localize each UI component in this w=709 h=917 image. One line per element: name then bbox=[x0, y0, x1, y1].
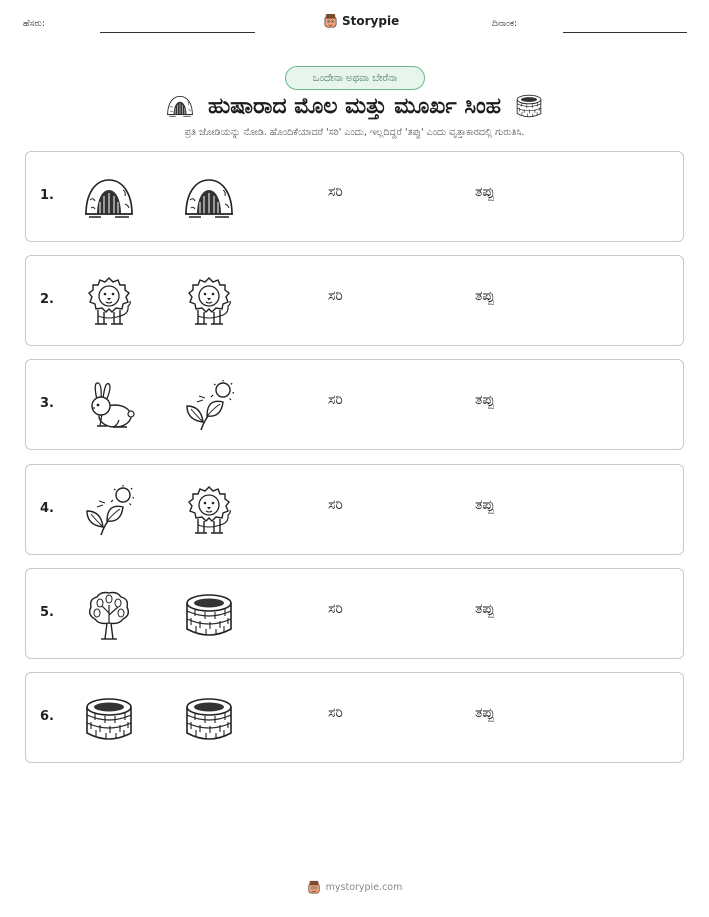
question-card bbox=[25, 255, 684, 346]
well-icon bbox=[83, 693, 135, 745]
option-correct[interactable]: ಸರಿ bbox=[328, 392, 343, 409]
well-icon bbox=[183, 589, 235, 641]
title-row bbox=[0, 90, 709, 122]
worksheet-type-badge: ಒಂದೇನಾ ಅಥವಾ ಬೇರೆನಾ bbox=[285, 66, 425, 90]
date-label: ದಿನಾಂಕ: bbox=[492, 19, 518, 29]
question-number: 6. bbox=[40, 709, 54, 724]
question-card bbox=[25, 672, 684, 763]
lion-icon bbox=[83, 276, 135, 328]
lion-icon bbox=[183, 485, 235, 537]
option-wrong[interactable]: ತಪ್ಪು bbox=[475, 288, 495, 305]
option-correct[interactable]: ಸರಿ bbox=[328, 600, 343, 617]
well-icon bbox=[515, 92, 543, 120]
well-icon bbox=[183, 693, 235, 745]
lion-icon bbox=[183, 276, 235, 328]
brand-logo bbox=[323, 13, 399, 28]
brand-name: Storypie bbox=[342, 13, 400, 28]
tree-icon bbox=[83, 589, 135, 641]
cave-icon bbox=[83, 172, 135, 224]
question-number: 5. bbox=[40, 604, 54, 620]
question-number: 3. bbox=[40, 396, 54, 412]
date-line[interactable] bbox=[563, 32, 687, 33]
mascot-icon bbox=[323, 13, 338, 28]
footer bbox=[0, 880, 709, 894]
question-card bbox=[25, 151, 684, 242]
question-card bbox=[25, 464, 684, 555]
footer-url: mystorypie.com bbox=[325, 881, 403, 893]
name-line[interactable] bbox=[100, 32, 255, 33]
instructions: ಪ್ರತಿ ಜೋಡಿಯನ್ನು ನೋಡಿ. ಹೊಂದಿಕೆಯಾದರೆ 'ಸರಿ' ಎಂದು, ಇಲ್ಲದಿದ್ದರೆ 'ತಪ್ಪು' ಎಂದು ವೃತ್ತಾಕಾರದಲ್ಲಿ ಗುರುತಿಸಿ. bbox=[184, 127, 525, 138]
name-label: ಹೆಸರು: bbox=[23, 19, 46, 29]
option-correct[interactable]: ಸರಿ bbox=[328, 288, 343, 305]
cave-icon bbox=[166, 92, 194, 120]
question-number: 1. bbox=[40, 188, 54, 203]
option-wrong[interactable]: ತಪ್ಪು bbox=[475, 496, 495, 513]
mascot-icon bbox=[307, 880, 321, 894]
question-number: 4. bbox=[40, 500, 54, 516]
page-title: ಹುಷಾರಾದ ಮೊಲ ಮತ್ತು ಮೂರ್ಖ ಸಿಂಹ bbox=[207, 93, 501, 119]
question-card bbox=[25, 568, 684, 659]
option-correct[interactable]: ಸರಿ bbox=[328, 705, 343, 721]
plant-sun-icon bbox=[183, 380, 235, 432]
option-wrong[interactable]: ತಪ್ಪು bbox=[475, 392, 495, 409]
option-wrong[interactable]: ತಪ್ಪು bbox=[475, 705, 495, 721]
option-wrong[interactable]: ತಪ್ಪು bbox=[475, 600, 495, 617]
rabbit-icon bbox=[83, 380, 135, 432]
question-card bbox=[25, 359, 684, 450]
option-correct[interactable]: ಸರಿ bbox=[328, 184, 343, 200]
cave-icon bbox=[183, 172, 235, 224]
question-number: 2. bbox=[40, 292, 54, 308]
option-wrong[interactable]: ತಪ್ಪು bbox=[475, 184, 495, 200]
plant-sun-icon bbox=[83, 485, 135, 537]
option-correct[interactable]: ಸರಿ bbox=[328, 496, 343, 513]
